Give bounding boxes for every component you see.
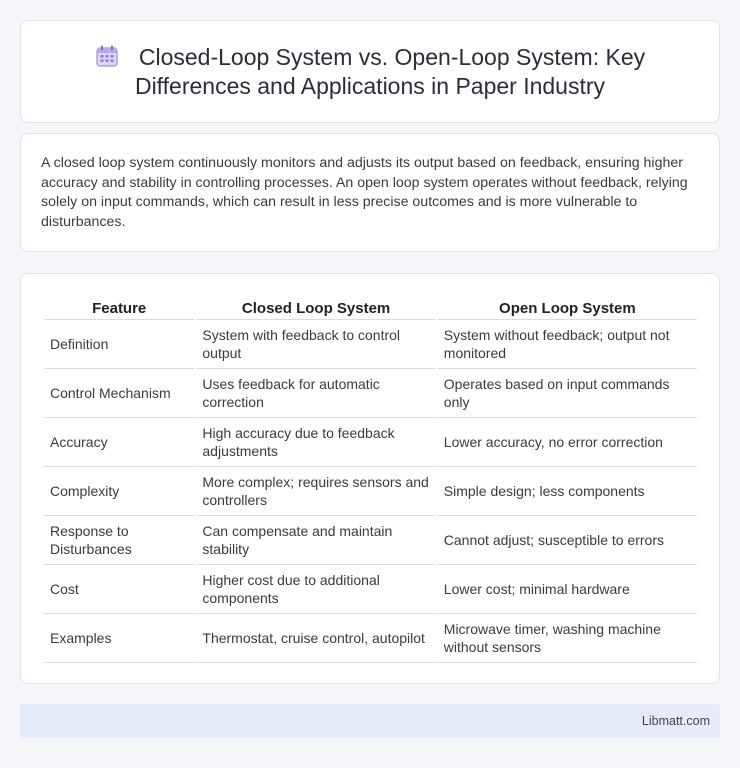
header-open-loop: Open Loop System — [438, 292, 697, 320]
feature-cell: Complexity — [44, 467, 194, 516]
table-row — [44, 369, 697, 418]
feature-cell: Control Mechanism — [44, 369, 194, 418]
comparison-card — [20, 273, 720, 684]
closed-loop-cell: High accuracy due to feedback adjustments — [196, 418, 435, 467]
open-loop-cell: Cannot adjust; susceptible to errors — [438, 516, 697, 565]
table-row — [44, 467, 697, 516]
table-header-row — [44, 292, 697, 320]
open-loop-cell: Lower cost; minimal hardware — [438, 565, 697, 614]
header-closed-loop: Closed Loop System — [196, 292, 435, 320]
footer-brand-link[interactable]: Libmatt.com — [641, 714, 710, 728]
open-loop-cell: Microwave timer, washing machine without sensors — [438, 614, 697, 663]
open-loop-cell: Lower accuracy, no error correction — [438, 418, 697, 467]
footer — [20, 704, 720, 738]
feature-cell: Accuracy — [44, 418, 194, 467]
closed-loop-cell: Thermostat, cruise control, autopilot — [196, 614, 435, 663]
comparison-table — [42, 292, 699, 663]
header-feature: Feature — [44, 292, 194, 320]
intro-card — [20, 133, 720, 252]
page-title-text: Closed-Loop System vs. Open-Loop System: Key Differences and Applications in Paper Industry — [134, 43, 646, 99]
closed-loop-cell: More complex; requires sensors and controllers — [196, 467, 435, 516]
closed-loop-cell: System with feedback to control output — [196, 320, 435, 369]
table-row — [44, 320, 697, 369]
intro-paragraph: A closed loop system continuously monitors and adjusts its output based on feedback, ensuring higher accuracy and stability in controlling processes. An open loop system operates without feedback, relying solely on input commands, which can result in less precise outcomes and is more vulnerable to disturbances. — [41, 155, 688, 230]
open-loop-cell: System without feedback; output not monitored — [438, 320, 697, 369]
feature-cell: Response to Disturbances — [44, 516, 194, 565]
table-row — [44, 614, 697, 663]
closed-loop-cell: Can compensate and maintain stability — [196, 516, 435, 565]
table-row — [44, 418, 697, 467]
feature-cell: Examples — [44, 614, 194, 663]
open-loop-cell: Simple design; less components — [438, 467, 697, 516]
page-title — [70, 43, 670, 101]
feature-cell: Cost — [44, 565, 194, 614]
open-loop-cell: Operates based on input commands only — [438, 369, 697, 418]
feature-cell: Definition — [44, 320, 194, 369]
table-row — [44, 565, 697, 614]
title-card — [20, 20, 720, 123]
closed-loop-cell: Uses feedback for automatic correction — [196, 369, 435, 418]
closed-loop-cell: Higher cost due to additional components — [196, 565, 435, 614]
calendar-icon — [95, 44, 119, 68]
table-row — [44, 516, 697, 565]
